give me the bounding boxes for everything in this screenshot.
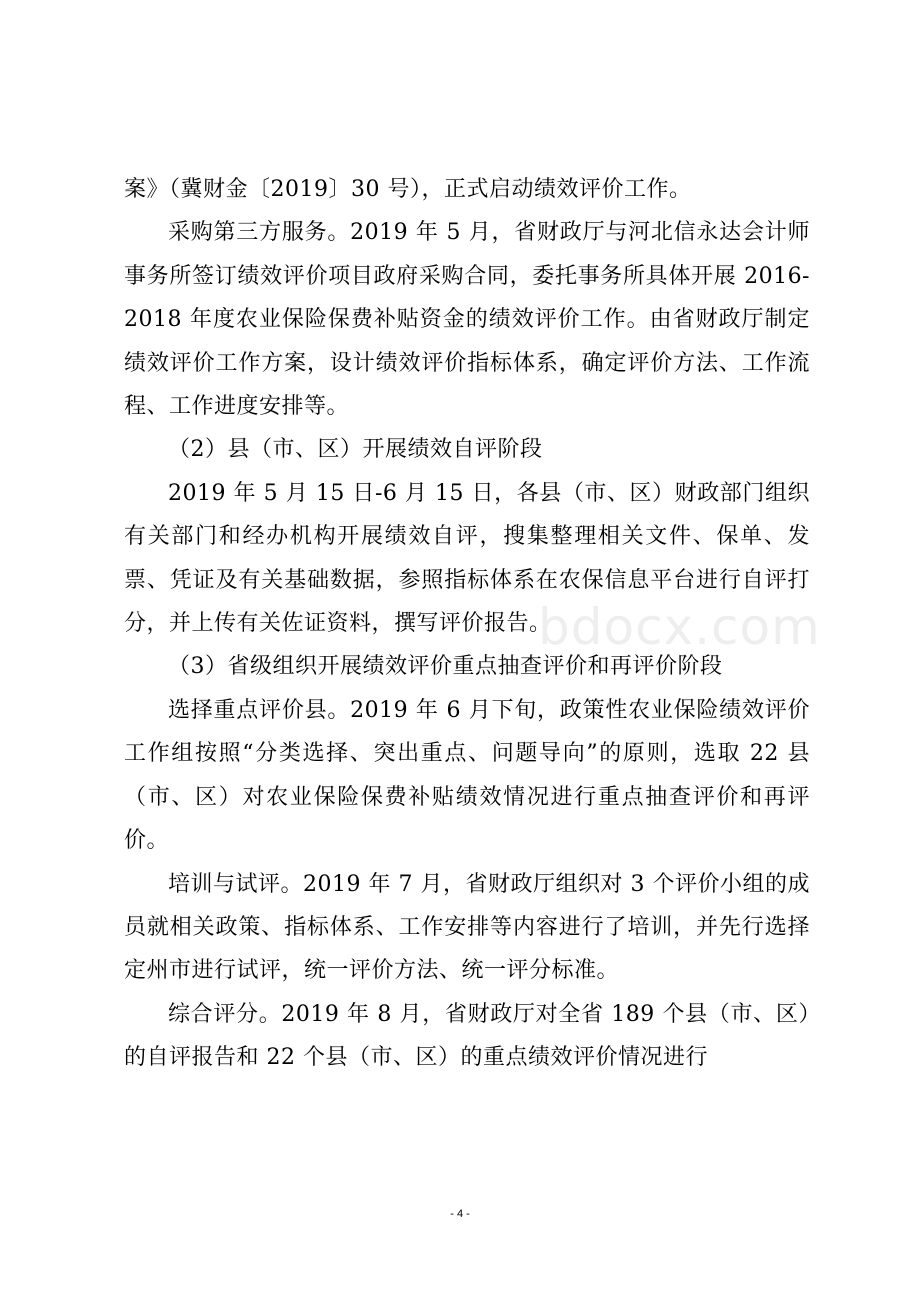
watermark-text: bdocx.com [538,598,821,656]
document-body [124,168,810,1080]
section-heading-provincial-evaluation: （3）省级组织开展绩效评价重点抽查评价和再评价阶段 [168,654,723,680]
paragraph-third-party-service: 采购第三方服务。2019 年 5 月，省财政厅与河北信永达会计师事务所签订绩效评价项目政府采购合同，委托事务所具体开展 2016-2018 年度农业保险保费补贴资金的绩效评价工作。由省财政厅制定绩效评价工作方案，设计绩效评价指标体系，确定评价方法、工作流程、工作进度安排等。 [124,220,810,420]
section-heading-county-self-evaluation: （2）县（市、区）开展绩效自评阶段 [168,437,543,463]
page-number: - 4 - [450,1208,470,1220]
paragraph-continuation: 案》（冀财金〔2019〕30 号），正式启动绩效评价工作。 [124,177,692,202]
paragraph-training-trial: 培训与试评。2019 年 7 月，省财政厅组织对 3 个评价小组的成员就相关政策、指标体系、工作安排等内容进行了培训，并先行选择定州市进行试评，统一评价方法、统一评分标准。 [124,871,810,984]
paragraph-comprehensive-scoring: 综合评分。2019 年 8 月，省财政厅对全省 189 个县（市、区）的自评报告和 22 个县（市、区）的重点绩效评价情况进行 [124,1001,810,1071]
paragraph-self-evaluation: 2019 年 5 月 15 日-6 月 15 日，各县（市、区）财政部门组织有关部门和经办机构开展绩效自评，搜集整理相关文件、保单、发票、凭证及有关基础数据，参照指标体系在农保信息平台进行自评打分，并上传有关佐证资料，撰写评价报告。 [124,480,810,637]
paragraph-select-key-counties: 选择重点评价县。2019 年 6 月下旬，政策性农业保险绩效评价工作组按照“分类选择、突出重点、问题导向”的原则，选取 22 县（市、区）对农业保险保费补贴绩效情况进行重点抽查评价和再评价。 [124,697,810,854]
